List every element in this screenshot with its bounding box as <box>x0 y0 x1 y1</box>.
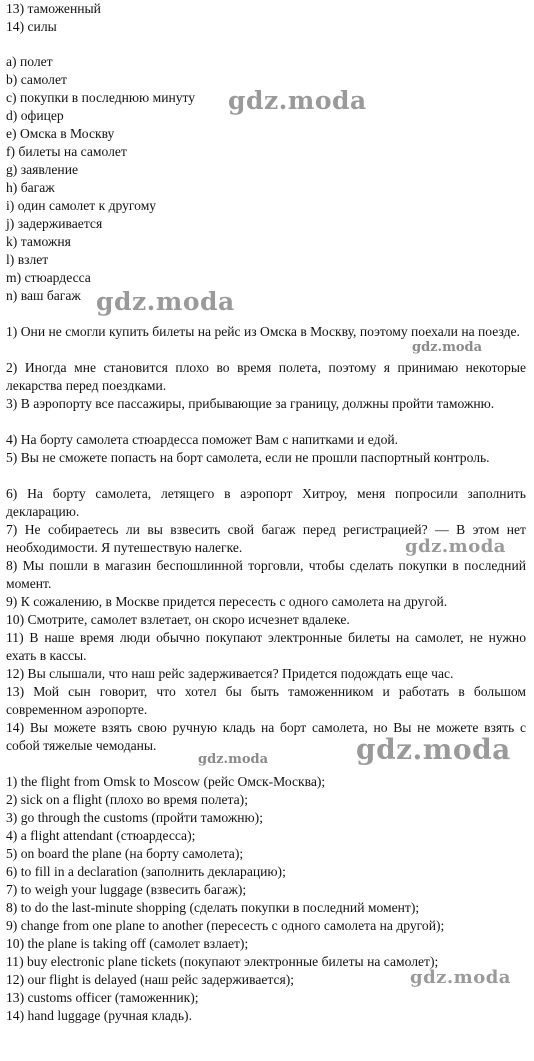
watermark: gdz.moda <box>198 752 269 767</box>
phrase-item: 10) the plane is taking off (самолет взлает); <box>6 936 249 951</box>
letter-item: h) багаж <box>6 180 55 195</box>
phrase-item: 2) sick on a flight (плохо во время полета); <box>6 792 248 807</box>
sentence: 9) К сожалению, в Москве придется пересесть с одного самолета на другой. <box>6 594 448 609</box>
sentence: 2) Иногда мне становится плохо во время полета, поэтому я принимаю некоторые лекарства перед поездками. <box>6 360 526 393</box>
phrase-item: 6) to fill in a declaration (заполнить декларацию); <box>6 864 286 879</box>
phrase-item: 3) go through the customs (пройти таможню); <box>6 810 263 825</box>
sentence: 7) Не собираетесь ли вы взвесить свой багаж перед регистрацией? — В этом нет необходимости. Я путешествую налегке. <box>6 522 526 555</box>
letter-item: d) офицер <box>6 108 64 123</box>
letter-item: i) один самолет к другому <box>6 198 157 213</box>
phrase-item: 13) customs officer (таможенник); <box>6 990 199 1005</box>
sentence: 14) Вы можете взять свою ручную кладь на борт самолета, но Вы не можете взять с собой тяжелые чемоданы. <box>6 720 526 753</box>
text-line: 14) силы <box>6 19 57 34</box>
sentence: 3) В аэропорту все пассажиры, прибывающие за границу, должны пройти таможню. <box>6 396 495 411</box>
sentence: 1) Они не смогли купить билеты на рейс из Омска в Москву, поэтому поехали на поезде. <box>6 324 520 339</box>
phrase-item: 14) hand luggage (ручная кладь). <box>6 1008 192 1023</box>
letter-item: b) самолет <box>6 72 67 87</box>
watermark: gdz.moda <box>405 536 506 557</box>
sentence: 6) На борту самолета, летящего в аэропорт Хитроу, меня попросили заполнить декларацию. <box>6 486 526 519</box>
watermark: gdz.moda <box>412 340 483 355</box>
phrase-item: 5) on board the plane (на борту самолета); <box>6 846 244 861</box>
watermark: gdz.moda <box>228 86 367 115</box>
letter-item: f) билеты на самолет <box>6 144 127 159</box>
letter-item: k) таможня <box>6 234 71 249</box>
letter-item: a) полет <box>6 54 53 69</box>
letter-item: n) ваш багаж <box>6 288 81 303</box>
phrase-item: 7) to weigh your luggage (взвесить багаж); <box>6 882 247 897</box>
sentence: 10) Смотрите, самолет взлетает, он скоро исчезнет вдалеке. <box>6 612 350 627</box>
text-line: 13) таможенный <box>6 1 101 16</box>
phrase-item: 1) the flight from Omsk to Moscow (рейс Омск-Москва); <box>6 774 326 789</box>
watermark: gdz.moda <box>356 733 511 766</box>
phrase-item: 12) our flight is delayed (наш рейс задерживается); <box>6 972 295 987</box>
sentence: 12) Вы слышали, что наш рейс задерживается? Придется подождать еще час. <box>6 666 454 681</box>
letter-item: c) покупки в последнюю минуту <box>6 90 196 105</box>
letter-item: l) взлет <box>6 252 49 267</box>
watermark: gdz.moda <box>96 287 235 316</box>
sentence: 13) Мой сын говорит, что хотел бы быть таможенником и работать в большом современном аэропорте. <box>6 684 526 717</box>
sentence: 5) Вы не сможете попасть на борт самолета, если не прошли паспортный контроль. <box>6 450 490 465</box>
sentence: 11) В наше время люди обычно покупают электронные билеты на самолет, не нужно ехать в кассы. <box>6 630 526 663</box>
sentence: 8) Мы пошли в магазин беспошлинной торговли, чтобы сделать покупки в последний момент. <box>6 558 526 591</box>
letter-item: m) стюардесса <box>6 270 91 285</box>
watermark: gdz.moda <box>410 967 511 988</box>
phrase-item: 8) to do the last-minute shopping (сделать покупки в последний момент); <box>6 900 420 915</box>
letter-item: g) заявление <box>6 162 79 177</box>
phrase-item: 9) change from one plane to another (пересесть с одного самолета на другой); <box>6 918 445 933</box>
phrase-item: 11) buy electronic plane tickets (покупают электронные билеты на самолет); <box>6 954 439 969</box>
sentence: 4) На борту самолета стюардесса поможет Вам с напитками и едой. <box>6 432 399 447</box>
letter-item: e) Омска в Москву <box>6 126 115 141</box>
phrase-item: 4) a flight attendant (стюардесса); <box>6 828 196 843</box>
letter-item: j) задерживается <box>6 216 103 231</box>
